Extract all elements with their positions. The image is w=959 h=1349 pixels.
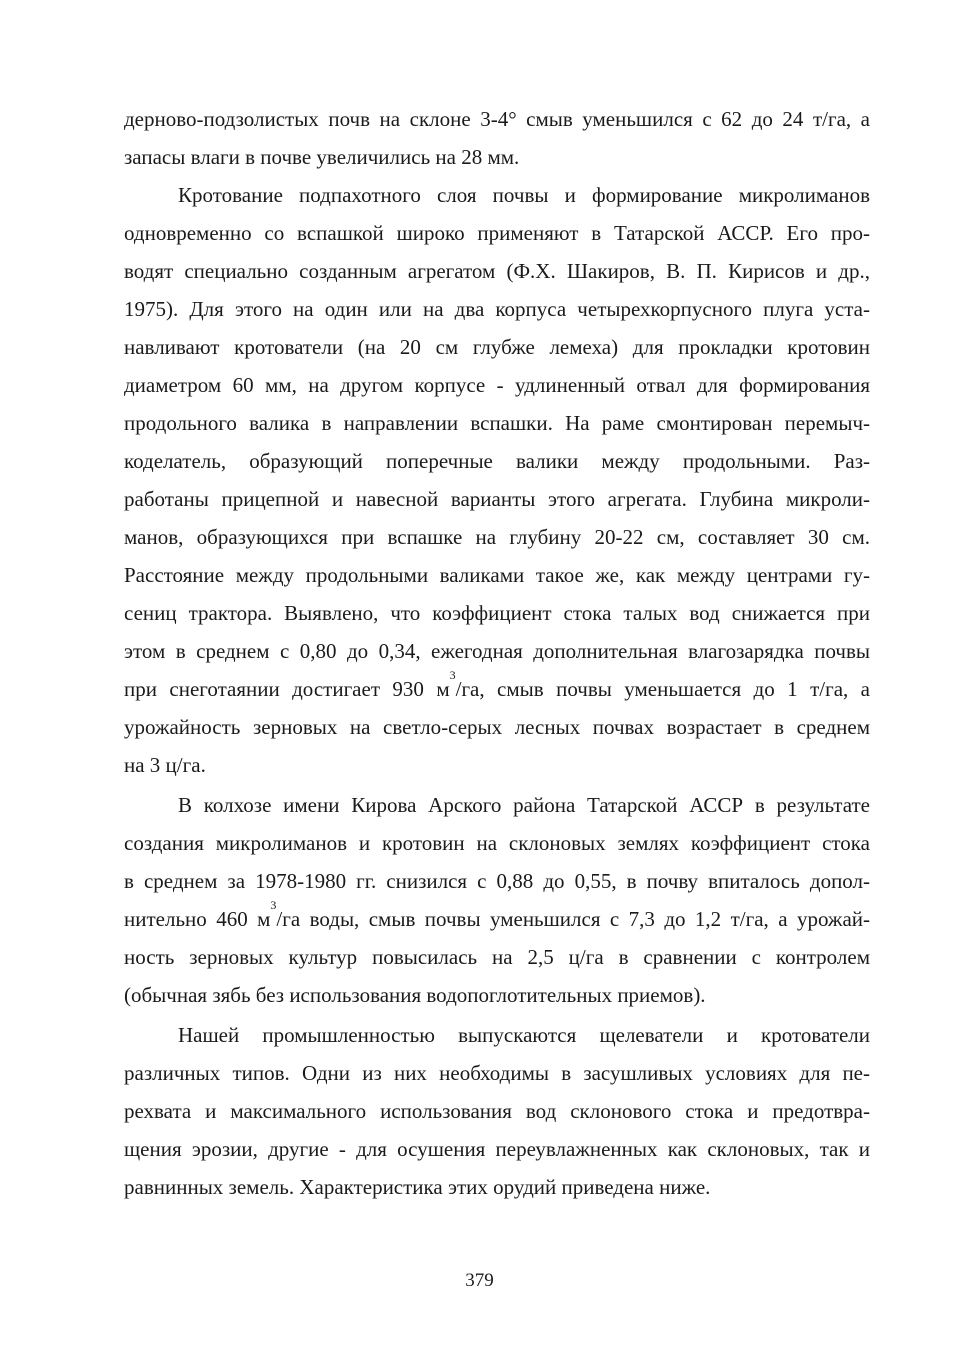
text-line: коделатель, образующий поперечные валики между продольными. Раз- — [124, 449, 870, 473]
text-line: манов, образующихся при вспашке на глубину 20-22 см, составляет 30 см. — [124, 525, 870, 549]
text-line: Нашей промышленностью выпускаются щелеватели и кротователи — [178, 1023, 870, 1047]
text-line: создания микролиманов и кротовин на склоновых землях коэффициент стока — [124, 831, 870, 855]
text-segment: /га воды, смыв почвы уменьшился с 7,3 до 1,2 т/га, а урожай- — [276, 907, 870, 931]
text-line: различных типов. Одни из них необходимы в засушливых условиях для пе- — [124, 1061, 870, 1085]
text-segment: нительно 460 м — [124, 907, 271, 931]
text-line: равнинных земель. Характеристика этих орудий приведена ниже. — [124, 1175, 711, 1199]
text-line: одновременно со вспашкой широко применяют в Татарской АССР. Его про- — [124, 221, 870, 245]
text-line: В колхозе имени Кирова Арского района Татарской АССР в результате — [178, 793, 870, 817]
page-number: 379 — [465, 1270, 494, 1291]
text-line: урожайность зерновых на светло-серых лесных почвах возрастает в среднем — [124, 715, 870, 739]
text-line: ность зерновых культур повысилась на 2,5 ц/га в сравнении с контролем — [124, 945, 870, 969]
text-line: щения эрозии, другие - для осушения переувлажненных как склоновых, так и — [124, 1137, 870, 1161]
text-segment: /га, смыв почвы уменьшается до 1 т/га, а — [455, 677, 870, 701]
text-line: дерново-подзолистых почв на склоне 3-4° смыв уменьшился с 62 до 24 т/га, а — [124, 107, 870, 131]
text-line: этом в среднем с 0,80 до 0,34, ежегодная дополнительная влагозарядка почвы — [124, 639, 870, 663]
text-line: в среднем за 1978-1980 гг. снизился с 0,88 до 0,55, в почву впиталось допол- — [124, 869, 870, 893]
text-line — [124, 898, 870, 931]
text-line: работаны прицепной и навесной варианты этого агрегата. Глубина микроли- — [124, 487, 870, 511]
text-line: на 3 ц/га. — [124, 753, 206, 777]
text-line: Расстояние между продольными валиками такое же, как между центрами гу- — [124, 563, 870, 587]
text-line: Кротование подпахотного слоя почвы и формирование микролиманов — [178, 183, 870, 207]
text-line — [124, 668, 870, 701]
text-segment: при снеготаянии достигает 930 м — [124, 677, 450, 701]
text-line: навливают кротователи (на 20 см глубже лемеха) для прокладки кротовин — [124, 335, 870, 359]
text-line: продольного валика в направлении вспашки. На раме смонтирован перемыч- — [124, 411, 870, 435]
superscript: 3 — [270, 898, 277, 912]
text-line: водят специально созданным агрегатом (Ф.Х. Шакиров, В. П. Кирисов и др., — [124, 259, 870, 283]
text-line: запасы влаги в почве увеличились на 28 мм. — [124, 145, 520, 169]
text-line: (обычная зябь без использования водопоглотительных приемов). — [124, 983, 706, 1007]
superscript: 3 — [449, 668, 456, 682]
text-line: диаметром 60 мм, на другом корпусе - удлиненный отвал для формирования — [124, 373, 870, 397]
text-line: сениц трактора. Выявлено, что коэффициент стока талых вод снижается при — [124, 601, 870, 625]
text-line: рехвата и максимального использования вод склонового стока и предотвра- — [124, 1099, 870, 1123]
text-line: 1975). Для этого на один или на два корпуса четырехкорпусного плуга уста- — [124, 297, 870, 321]
